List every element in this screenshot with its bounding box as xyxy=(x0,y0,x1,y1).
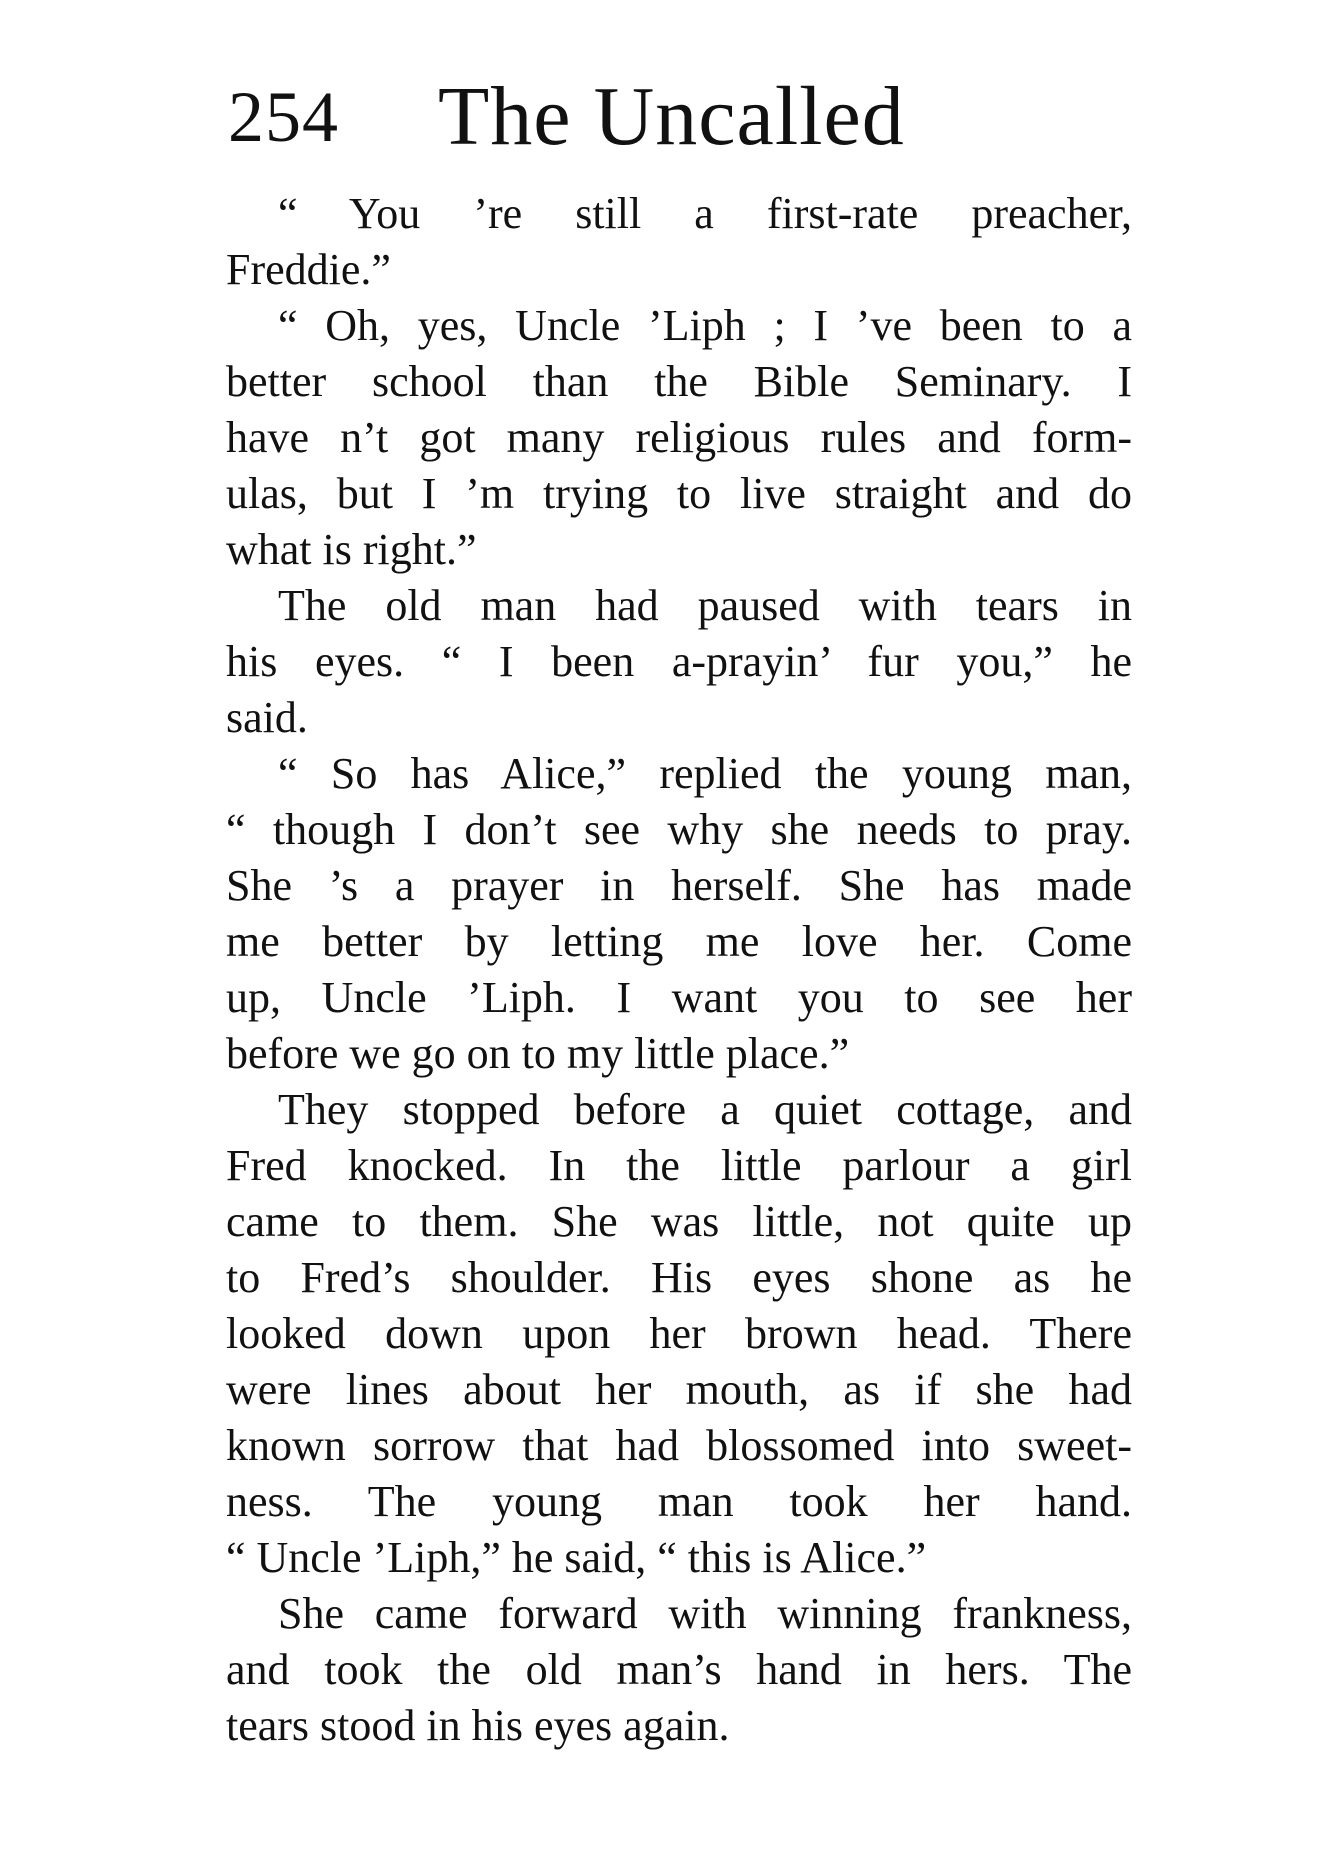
text-line: They stopped before a quiet cottage, and xyxy=(278,1085,1132,1134)
page-number: 254 xyxy=(228,77,339,157)
paragraph xyxy=(226,746,1132,1082)
running-title: The Uncalled xyxy=(438,70,905,163)
text-line: “ You ’re still a first-rate preacher, xyxy=(278,189,1132,238)
paragraph xyxy=(226,1586,1132,1754)
text-line: better school than the Bible Seminary. I xyxy=(226,357,1132,406)
text-line: The old man had paused with tears in xyxy=(278,581,1132,630)
text-line: up, Uncle ’Liph. I want you to see her xyxy=(226,973,1132,1022)
text-line: “ Oh, yes, Uncle ’Liph ; I ’ve been to a xyxy=(278,301,1132,350)
text-line: his eyes. “ I been a-prayin’ fur you,” he xyxy=(226,637,1132,686)
text-line: to Fred’s shoulder. His eyes shone as he xyxy=(226,1253,1132,1302)
paragraph xyxy=(226,298,1132,578)
text-line: what is right.” xyxy=(226,525,477,574)
paragraph xyxy=(226,578,1132,746)
text-line: before we go on to my little place.” xyxy=(226,1029,850,1078)
text-line: looked down upon her brown head. There xyxy=(226,1309,1132,1358)
text-line: She ’s a prayer in herself. She has made xyxy=(226,861,1132,910)
text-line: came to them. She was little, not quite up xyxy=(226,1197,1132,1246)
text-line: have n’t got many religious rules and form- xyxy=(226,413,1132,462)
text-line: said. xyxy=(226,693,308,742)
body-text xyxy=(226,186,1132,1754)
paragraph xyxy=(226,186,1132,298)
text-line: “ So has Alice,” replied the young man, xyxy=(278,749,1132,798)
text-line: ness. The young man took her hand. xyxy=(226,1477,1132,1526)
text-line: me better by letting me love her. Come xyxy=(226,917,1132,966)
text-line: Fred knocked. In the little parlour a girl xyxy=(226,1141,1132,1190)
page-header xyxy=(228,62,1228,172)
text-line: ulas, but I ’m trying to live straight and do xyxy=(226,469,1132,518)
text-line: “ though I don’t see why she needs to pray. xyxy=(226,805,1132,854)
text-line: and took the old man’s hand in hers. The xyxy=(226,1645,1132,1694)
text-line: known sorrow that had blossomed into sweet- xyxy=(226,1421,1132,1470)
text-line: tears stood in his eyes again. xyxy=(226,1701,730,1750)
text-line: Freddie.” xyxy=(226,245,391,294)
paragraph xyxy=(226,1082,1132,1586)
text-line: “ Uncle ’Liph,” he said, “ this is Alice.” xyxy=(226,1533,927,1582)
text-line: She came forward with winning frankness, xyxy=(278,1589,1132,1638)
text-line: were lines about her mouth, as if she had xyxy=(226,1365,1132,1414)
